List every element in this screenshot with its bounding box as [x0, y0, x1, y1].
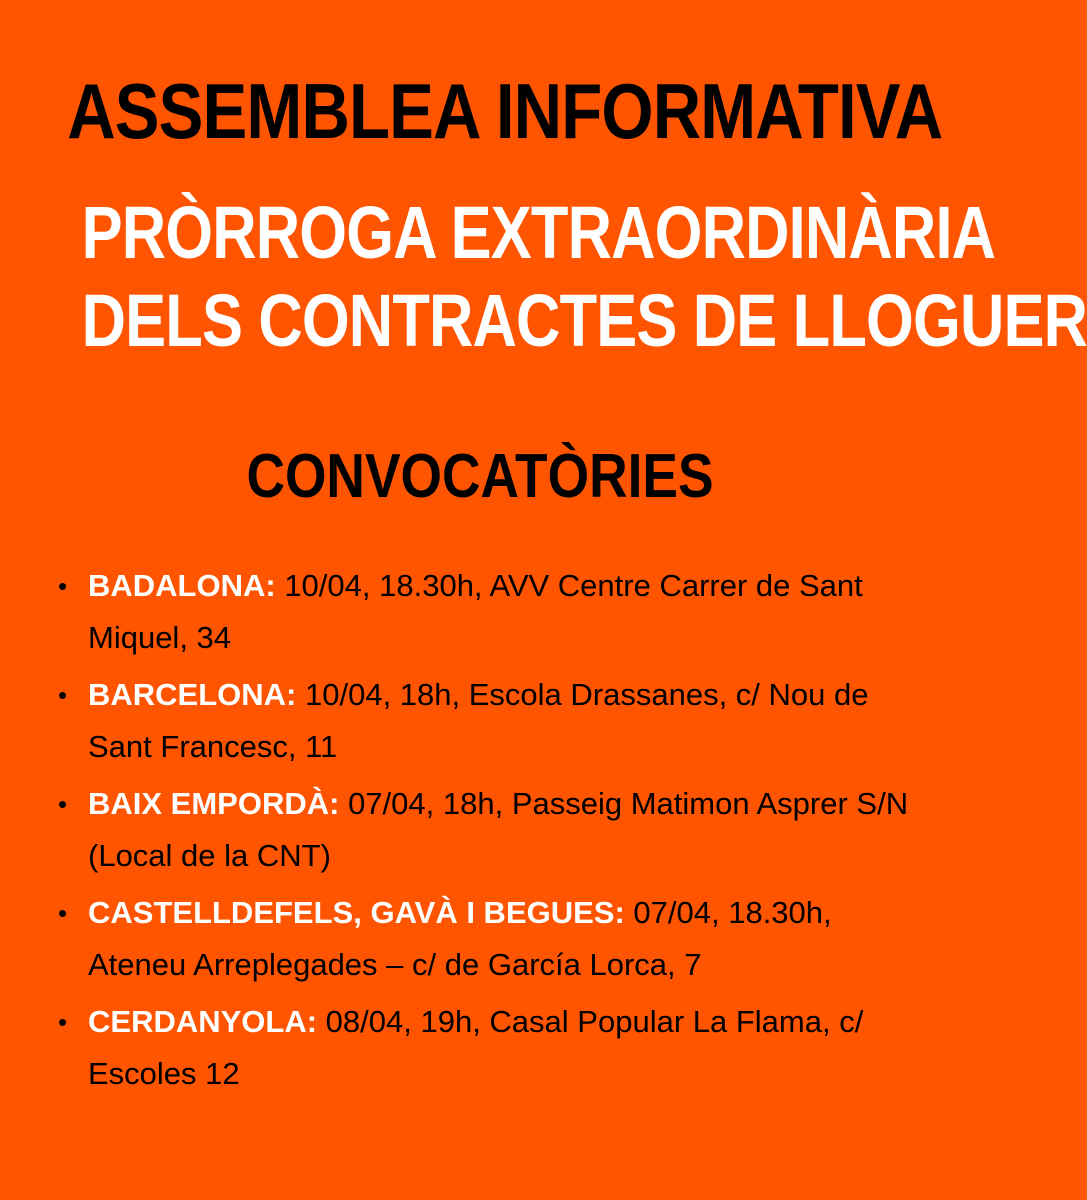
- event-details: 08/04, 19h, Casal Popular La Flama, c/ Escoles 12: [88, 1004, 864, 1091]
- list-item: [56, 560, 936, 664]
- subtitle-line-1: PRÒRROGA EXTRAORDINÀRIA: [81, 191, 996, 274]
- bullet-icon: •: [58, 1007, 68, 1037]
- event-details: 07/04, 18h, Passeig Matimon Asprer S/N (Local de la CNT): [88, 786, 909, 873]
- event-place: CERDANYOLA:: [88, 1004, 318, 1039]
- bullet-icon: •: [58, 680, 68, 710]
- list-item: [56, 669, 936, 773]
- event-place: CASTELLDEFELS, GAVÀ I BEGUES:: [88, 895, 625, 930]
- subtitle-line-2: DELS CONTRACTES DE LLOGUER: [81, 279, 1087, 362]
- event-details: 07/04, 18.30h, Ateneu Arreplegades – c/ de García Lorca, 7: [88, 895, 832, 982]
- event-place: BAIX EMPORDÀ:: [88, 786, 340, 821]
- event-list: [56, 560, 936, 1105]
- list-item: [56, 887, 936, 991]
- event-place: BARCELONA:: [88, 677, 297, 712]
- list-item: [56, 996, 936, 1100]
- event-details: 10/04, 18h, Escola Drassanes, c/ Nou de Sant Francesc, 11: [88, 677, 869, 764]
- section-heading: CONVOCATÒRIES: [246, 442, 714, 511]
- poster-title: ASSEMBLEA INFORMATIVA: [67, 67, 943, 155]
- bullet-icon: •: [58, 571, 68, 601]
- bullet-icon: •: [58, 898, 68, 928]
- event-details: 10/04, 18.30h, AVV Centre Carrer de Sant Miquel, 34: [88, 568, 863, 655]
- event-place: BADALONA:: [88, 568, 276, 603]
- list-item: [56, 778, 936, 882]
- bullet-icon: •: [58, 789, 68, 819]
